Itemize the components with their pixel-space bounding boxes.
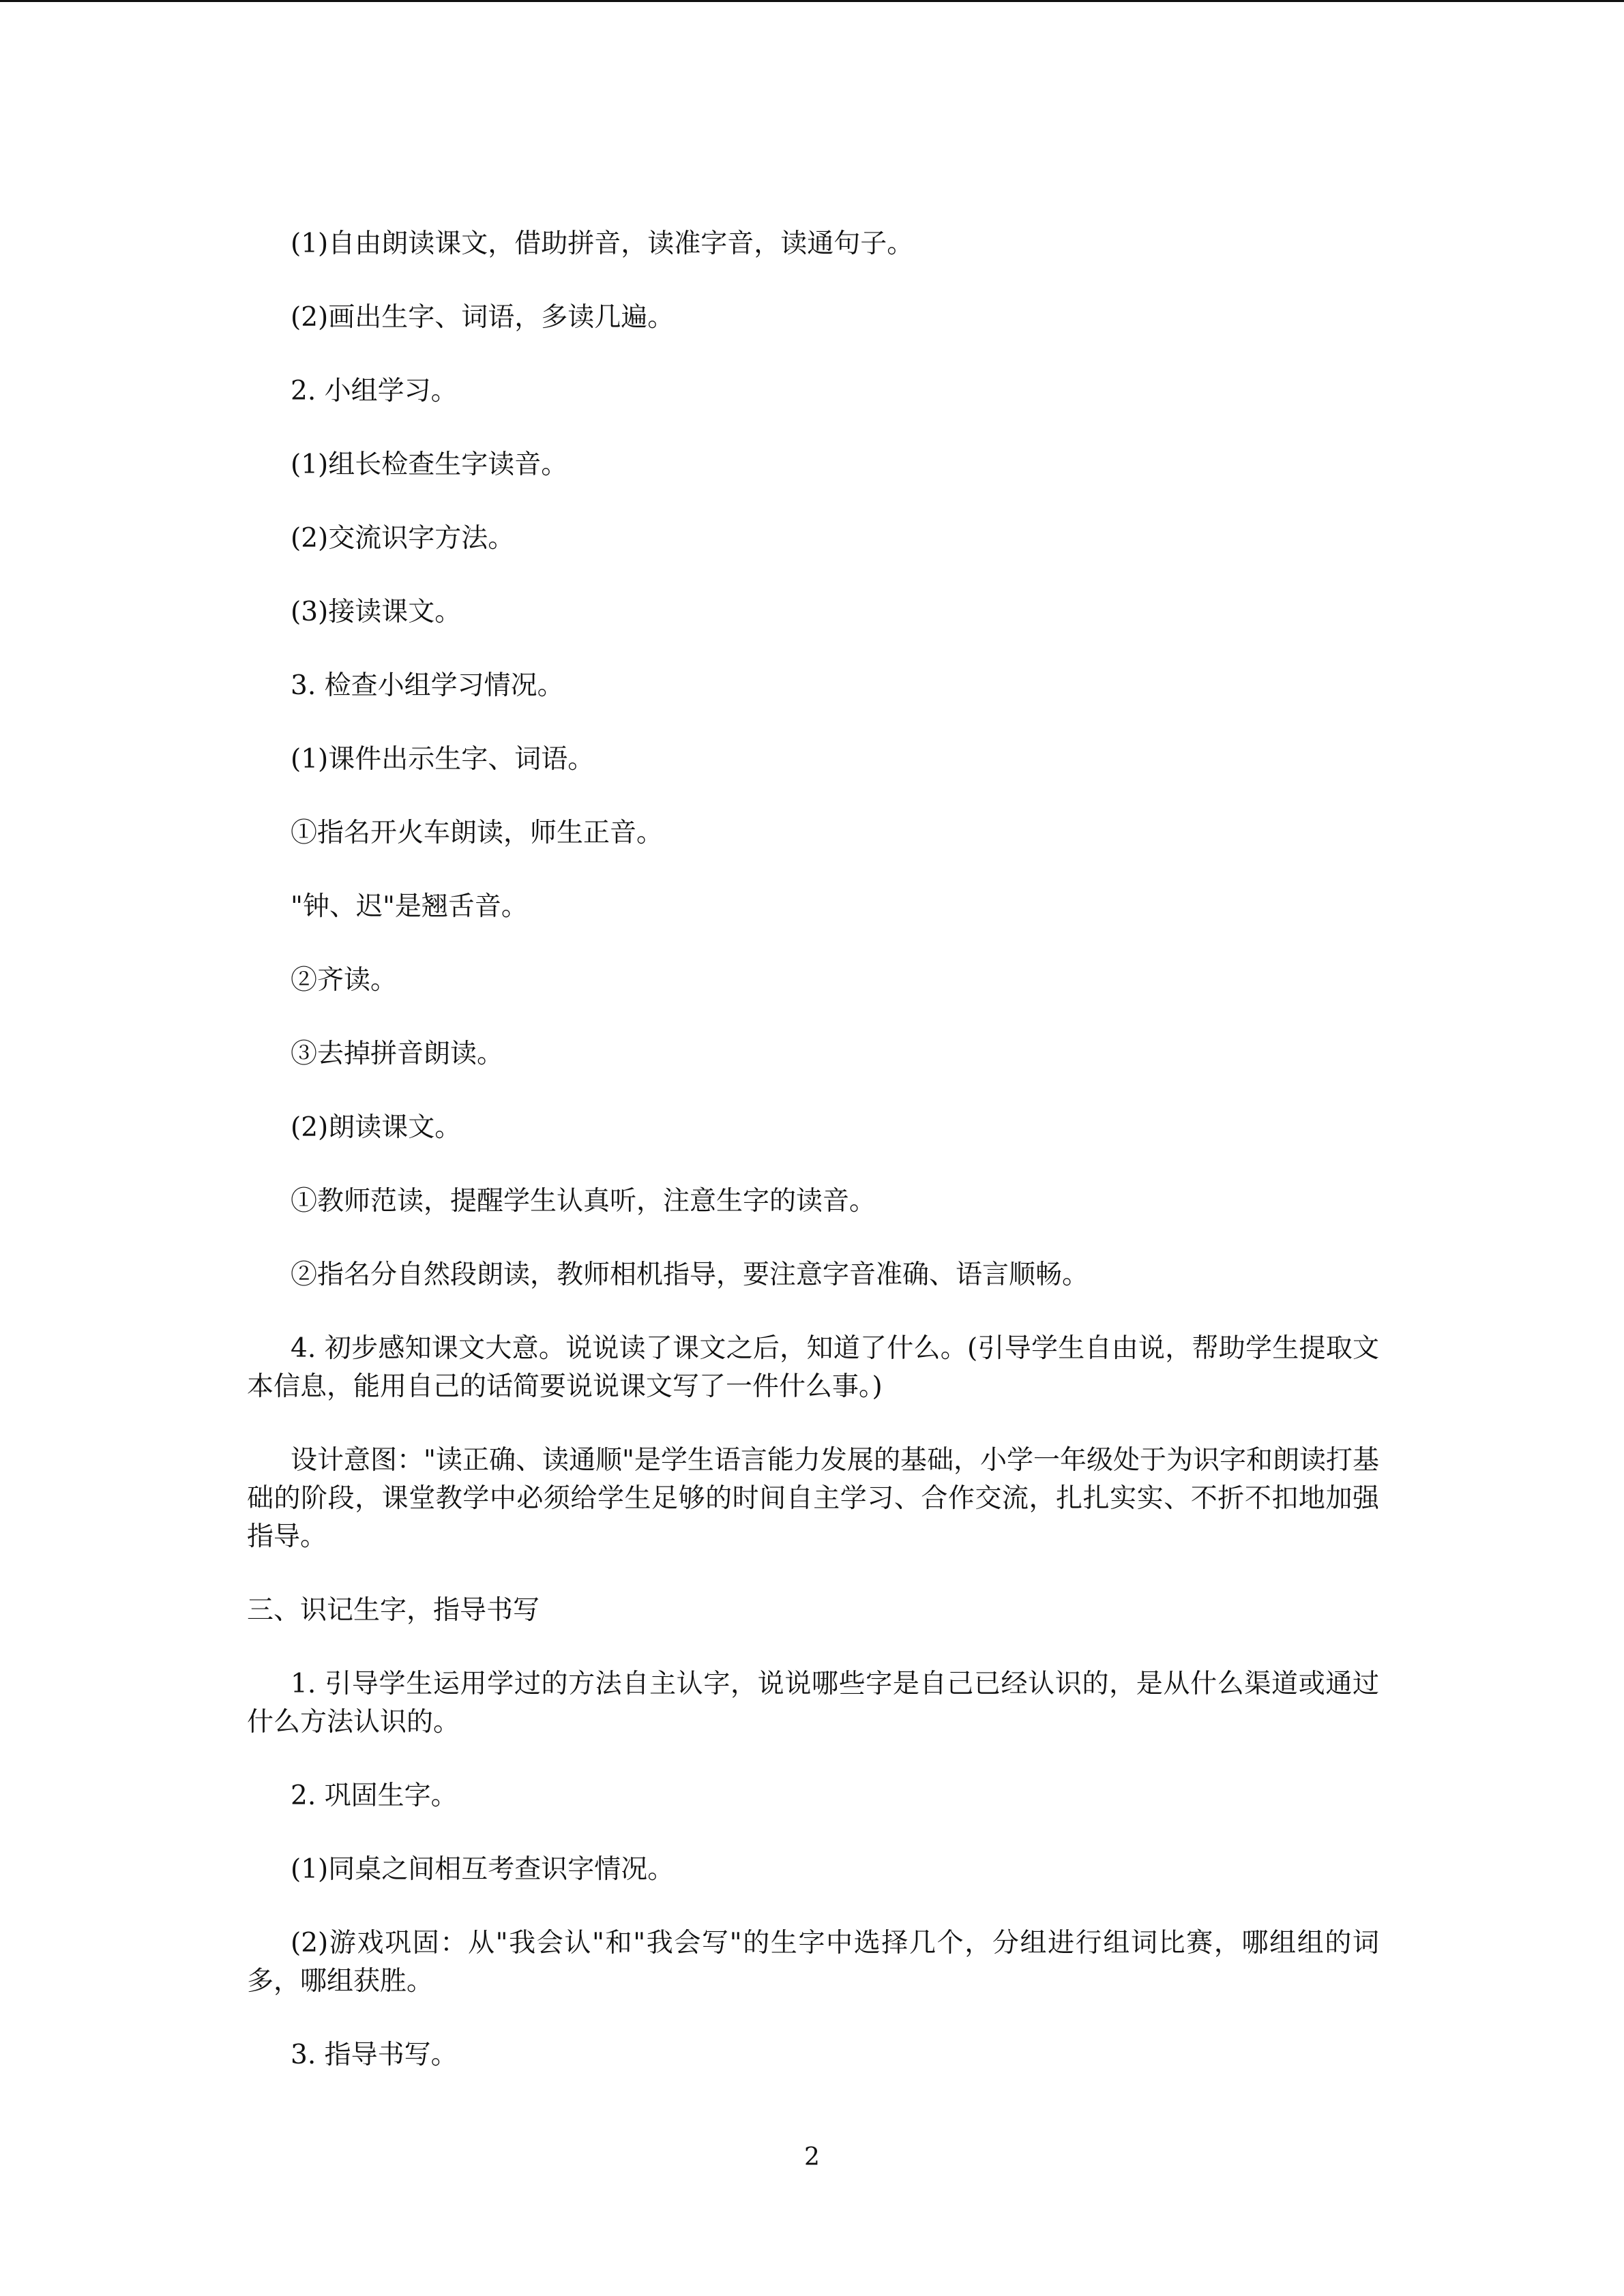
- paragraph-relay-reading: (3)接读课文。: [291, 597, 462, 627]
- paragraph-read-without-pinyin: ③去掉拼音朗读。: [291, 1039, 504, 1069]
- paragraph-mark-new-words: (2)画出生字、词语，多读几遍。: [291, 302, 675, 333]
- paragraph-self-recognize: 1. 引导学生运用学过的方法自主认字，说说哪些字是自己已经认识的，是从什么渠道或通过什么方法认识的。: [247, 1669, 1379, 1738]
- paragraph-read-by-section: ②指名分自然段朗读，教师相机指导，要注意字音准确、语言顺畅。: [291, 1259, 1089, 1290]
- paragraph-read-together: ②齐读。: [291, 965, 398, 996]
- paragraph-guide-writing: 3. 指导书写。: [291, 2040, 458, 2070]
- paragraph-retroflex-note: "钟、迟"是翘舌音。: [291, 891, 528, 922]
- paragraph-share-methods: (2)交流识字方法。: [291, 523, 515, 554]
- paragraph-desk-mate-quiz: (1)同桌之间相互考查识字情况。: [291, 1854, 675, 1885]
- page-top-border: [0, 0, 1624, 2]
- paragraph-train-reading: ①指名开火车朗读，师生正音。: [291, 818, 664, 848]
- paragraph-teacher-model-reading: ①教师范读，提醒学生认真听，注意生字的读音。: [291, 1186, 876, 1217]
- page-number: 2: [804, 2143, 820, 2171]
- document-body: [247, 225, 1379, 2074]
- paragraph-read-text: (2)朗读课文。: [291, 1112, 462, 1143]
- paragraph-check-group-study: 3. 检查小组学习情况。: [291, 670, 564, 701]
- paragraph-show-words: (1)课件出示生字、词语。: [291, 744, 595, 775]
- paragraph-leader-check: (1)组长检查生字读音。: [291, 449, 568, 480]
- paragraph-read-text-freely: (1)自由朗读课文，借助拼音，读准字音，读通句子。: [291, 228, 914, 259]
- section-heading-3: 三、识记生字，指导书写: [247, 1595, 540, 1626]
- paragraph-consolidate: 2. 巩固生字。: [291, 1780, 458, 1811]
- paragraph-design-intent: 设计意图："读正确、读通顺"是学生语言能力发展的基础，小学一年级处于为识字和朗读打基础的阶段，课堂教学中必须给学生足够的时间自主学习、合作交流，扎扎实实、不折不扣地加强指导。: [247, 1445, 1379, 1552]
- paragraph-word-game: (2)游戏巩固：从"我会认"和"我会写"的生字中选择几个，分组进行组词比赛，哪组组的词多，哪组获胜。: [247, 1928, 1379, 1997]
- paragraph-perceive-main-idea: 4. 初步感知课文大意。说说读了课文之后，知道了什么。(引导学生自由说，帮助学生提取文本信息，能用自己的话简要说说课文写了一件什么事。): [247, 1333, 1379, 1402]
- paragraph-group-study: 2. 小组学习。: [291, 376, 458, 406]
